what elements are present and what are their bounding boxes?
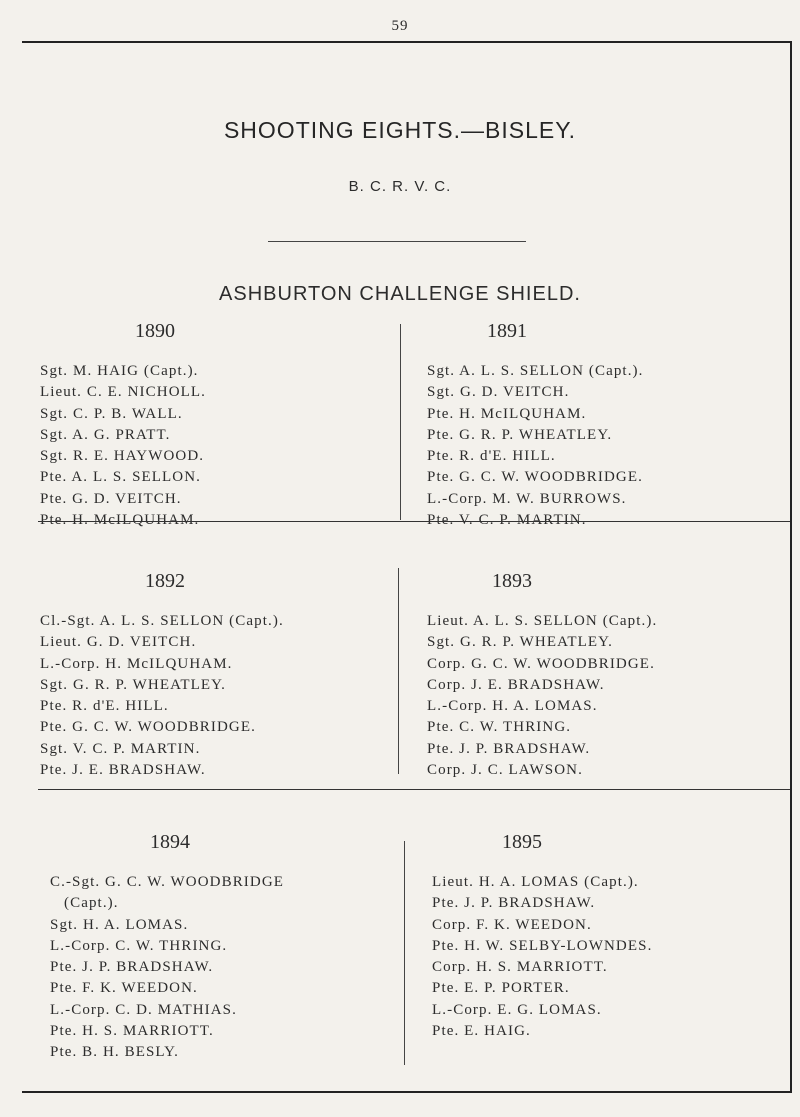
page-subtitle: B. C. R. V. C.	[348, 178, 452, 195]
team-member: L.-Corp. E. G. LOMAS.	[432, 1001, 602, 1018]
year-column-1892	[40, 570, 380, 781]
team-member: Sgt. A. L. S. SELLON (Capt.).	[427, 363, 644, 379]
team-member: Pte. G. D. VEITCH.	[40, 490, 182, 507]
team-member: Pte. V. C. P. MARTIN.	[427, 512, 587, 529]
team-member: Sgt. V. C. P. MARTIN.	[40, 740, 201, 757]
year-column-1895	[432, 831, 772, 1042]
year-column-1891	[427, 320, 757, 531]
year-heading: 1892	[145, 570, 185, 592]
team-member: Sgt. H. A. LOMAS.	[50, 916, 189, 933]
team-member: Pte. R. d'E. HILL.	[40, 698, 169, 715]
year-heading: 1893	[492, 570, 532, 592]
section-divider	[38, 789, 790, 790]
team-member: Sgt. G. D. VEITCH.	[427, 384, 570, 401]
team-member: Cl.-Sgt. A. L. S. SELLON (Capt.).	[40, 613, 284, 629]
team-member: Corp. H. S. MARRIOTT.	[432, 959, 608, 976]
team-member: L.-Corp. H. A. LOMAS.	[427, 698, 598, 715]
team-member: Lieut. H. A. LOMAS (Capt.).	[432, 874, 639, 890]
team-member: L.-Corp. C. D. MATHIAS.	[50, 1001, 237, 1018]
section-divider	[38, 521, 790, 522]
team-member: Pte. G. C. W. WOODBRIDGE.	[427, 469, 643, 486]
team-member: Pte. J. P. BRADSHAW.	[427, 740, 591, 757]
team-member: Pte. C. W. THRING.	[427, 719, 572, 736]
team-member: Pte. J. P. BRADSHAW.	[432, 895, 596, 912]
year-heading: 1894	[150, 831, 190, 853]
team-member: Corp. F. K. WEEDON.	[432, 916, 592, 933]
year-heading: 1891	[487, 320, 527, 342]
team-member: Pte. R. d'E. HILL.	[427, 448, 556, 465]
team-member: Corp. J. E. BRADSHAW.	[427, 676, 605, 693]
team-member: L.-Corp. M. W. BURROWS.	[427, 490, 627, 507]
team-member: Pte. H. McILQUHAM.	[40, 512, 200, 529]
team-member: Corp. G. C. W. WOODBRIDGE.	[427, 655, 655, 672]
team-member: Sgt. A. G. PRATT.	[40, 426, 171, 443]
team-member: Pte. H. McILQUHAM.	[427, 405, 587, 422]
team-member: Pte. B. H. BESLY.	[50, 1044, 180, 1061]
team-member: Pte. A. L. S. SELLON.	[40, 469, 202, 486]
team-member: Sgt. R. E. HAYWOOD.	[40, 448, 205, 465]
team-member: Pte. H. W. SELBY-LOWNDES.	[432, 937, 653, 954]
team-member: Lieut. G. D. VEITCH.	[40, 634, 197, 651]
page-number: 59	[391, 18, 409, 34]
title-divider	[268, 241, 526, 242]
column-divider	[398, 568, 399, 774]
year-heading: 1895	[502, 831, 542, 853]
team-member: Corp. J. C. LAWSON.	[427, 762, 583, 779]
team-member: Pte. G. C. W. WOODBRIDGE.	[40, 719, 256, 736]
team-member: Pte. F. K. WEEDON.	[50, 980, 198, 997]
team-member: Sgt. M. HAIG (Capt.).	[40, 363, 199, 379]
team-member: L.-Corp. C. W. THRING.	[50, 937, 228, 954]
year-column-1893	[427, 570, 767, 781]
team-member: Sgt. G. R. P. WHEATLEY.	[427, 634, 614, 651]
year-heading: 1890	[135, 320, 175, 342]
column-divider	[404, 841, 405, 1065]
team-member: C.-Sgt. G. C. W. WOODBRIDGE	[50, 874, 285, 890]
year-column-1894	[50, 831, 395, 1064]
team-member: Lieut. C. E. NICHOLL.	[40, 384, 206, 401]
team-member: L.-Corp. H. McILQUHAM.	[40, 655, 233, 672]
team-member: Sgt. C. P. B. WALL.	[40, 405, 183, 422]
team-member: Pte. G. R. P. WHEATLEY.	[427, 426, 613, 443]
team-member: Pte. E. P. PORTER.	[432, 980, 570, 997]
team-member: (Capt.).	[64, 895, 119, 912]
team-member: Lieut. A. L. S. SELLON (Capt.).	[427, 613, 658, 629]
team-member: Pte. H. S. MARRIOTT.	[50, 1023, 214, 1040]
team-member: Pte. J. E. BRADSHAW.	[40, 762, 206, 779]
page-title: SHOOTING EIGHTS.—BISLEY.	[223, 117, 577, 143]
shield-title: ASHBURTON CHALLENGE SHIELD.	[219, 283, 581, 305]
team-member: Pte. J. P. BRADSHAW.	[50, 959, 214, 976]
year-column-1890	[40, 320, 270, 531]
column-divider	[400, 324, 401, 520]
team-member: Sgt. G. R. P. WHEATLEY.	[40, 676, 227, 693]
team-member: Pte. E. HAIG.	[432, 1023, 531, 1040]
